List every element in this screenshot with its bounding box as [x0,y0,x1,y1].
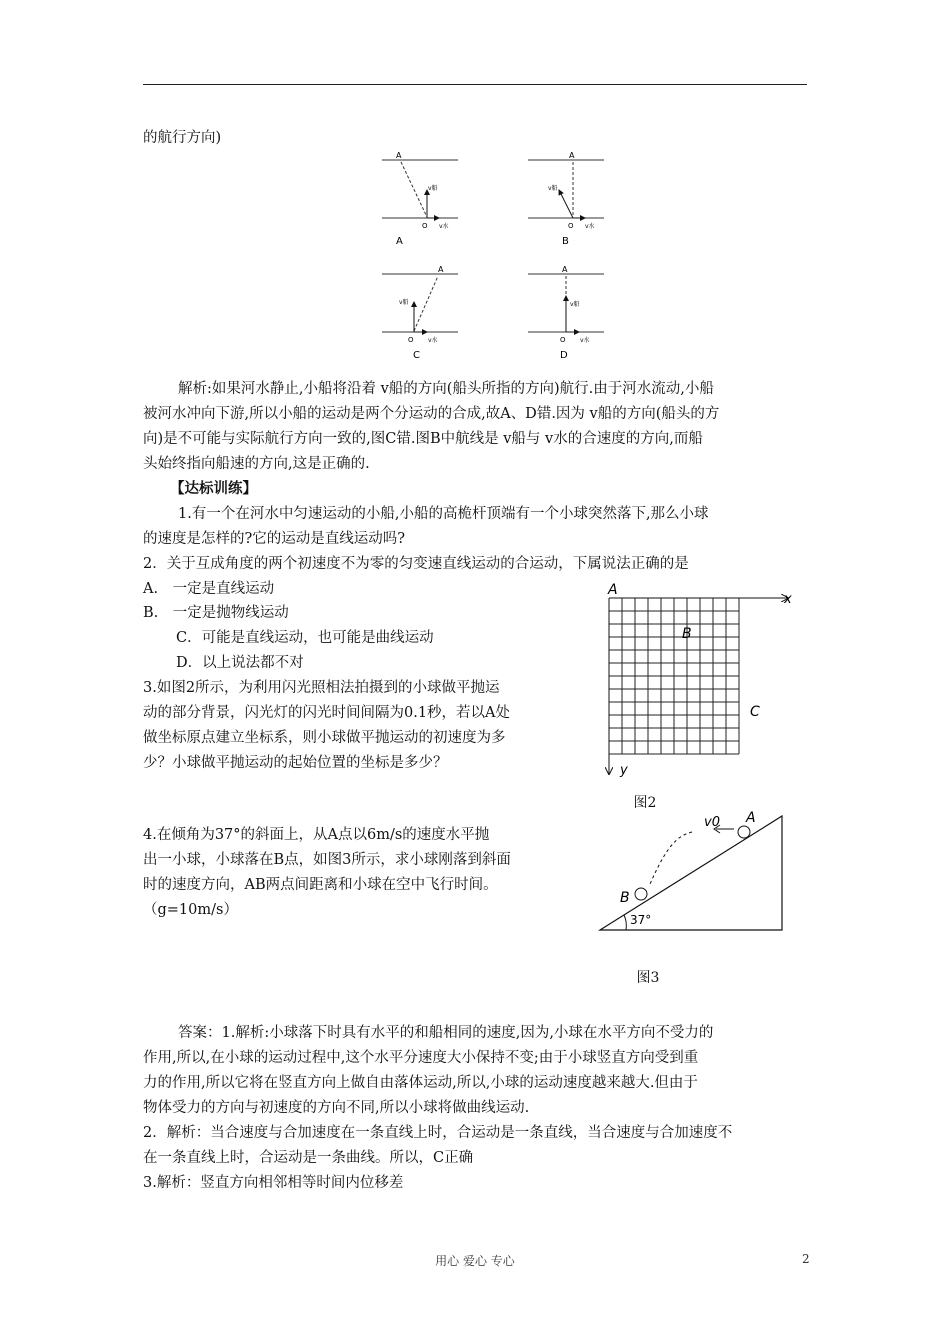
q2-stem: 2．关于互成角度的两个初速度不为零的匀变速直线运动的合运动，下属说法正确的是 [143,556,689,572]
q1-line-2: 的速度是怎样的?它的运动是直线运动吗? [143,531,406,547]
q3-line-4: 少？小球做平抛运动的起始位置的坐标是多少？ [143,755,448,771]
diagram-c [382,265,458,361]
svg-text:O: O [568,222,574,230]
diagram-b [528,151,604,247]
x-axis-label: x [784,592,792,607]
answer-line-2: 作用,所以,在小球的运动过程中,这个水平分速度大小保持不变;由于小球竖直方向受到重 [143,1050,699,1066]
header-continuation: 的航行方向) [143,130,222,146]
svg-text:A: A [562,265,568,274]
svg-text:v水: v水 [585,223,595,230]
svg-text:A: A [438,265,444,274]
q4-line-1: 4.在倾角为37°的斜面上，从A点以6m/s的速度水平抛 [143,827,490,843]
page-number: 2 [802,1252,810,1266]
analysis-line-2: 被河水冲向下游,所以小船的运动是两个分运动的合成,故A、D错.因为 v船的方向(船头的方 [143,406,720,422]
q2-option-b: B. 一定是抛物线运动 [143,605,289,621]
analysis-line-1: 解析:如果河水静止,小船将沿着 v船的方向(船头所指的方向)航行.由于河水流动,小船 [178,381,714,397]
q1-line-1: 1.有一个在河水中匀速运动的小船,小船的高桅杆顶端有一个小球突然落下,那么小球 [178,506,709,522]
point-b-label: B [620,890,630,906]
diagram-b-caption: B [562,236,569,247]
section-title: 【达标训练】 [170,481,257,497]
diagram-a [382,151,458,247]
q2-option-a: A. 一定是直线运动 [143,581,275,597]
diagram-a-caption: A [396,236,403,247]
ball-a [738,826,750,838]
q2-option-c: C．可能是直线运动，也可能是曲线运动 [176,630,434,646]
q3-line-2: 动的部分背景，闪光灯的闪光时间间隔为0.1秒，若以A处 [143,705,511,721]
answer-line-7: 3.解析：竖直方向相邻相等时间内位移差 [143,1175,404,1191]
svg-text:O: O [560,336,566,344]
q3-line-1: 3.如图2所示，为利用闪光照相法拍摄到的小球做平抛运 [143,680,500,696]
figure-2-caption: 图2 [633,795,657,811]
angle-label: 37° [630,913,652,927]
analysis-line-3: 向)是不可能与实际航行方向一致的,图C错.图B中航线是 v船与 v水的合速度的方向,而船 [143,431,703,447]
y-axis-label: y [620,763,628,778]
v0-label: v0 [704,815,720,830]
diagram-d-caption: D [560,350,568,361]
header-rule [143,84,807,85]
footer-slogan: 用心 爱心 专心 [435,1254,515,1268]
q4-line-4: （g=10m/s） [143,902,238,918]
diagram-c-caption: C [413,350,420,361]
svg-text:O: O [422,222,428,230]
answer-line-6: 在一条直线上时，合运动是一条曲线。所以，C正确 [143,1150,474,1166]
diagram-a-point-label: A [396,151,402,160]
point-a-label: A [746,810,756,826]
svg-text:v船: v船 [428,185,438,192]
point-a-label: A [608,582,618,598]
svg-text:v水: v水 [580,337,590,344]
svg-text:v船: v船 [399,299,409,306]
diagram-d [528,265,604,361]
svg-text:v水: v水 [439,223,449,230]
ball-b [635,888,647,900]
svg-text:v水: v水 [428,337,438,344]
svg-text:O: O [408,336,414,344]
svg-text:v船: v船 [548,185,558,192]
figure-3-incline [596,808,796,938]
q3-line-3: 做坐标原点建立坐标系，则小球做平抛运动的初速度为多 [143,730,506,746]
q4-line-3: 时的速度方向，AB两点间距离和小球在空中飞行时间。 [143,877,498,893]
river-diagrams [370,146,620,366]
analysis-line-4: 头始终指向船速的方向,这是正确的. [143,456,370,472]
answer-line-5: 2．解析：当合速度与合加速度在一条直线上时，合运动是一条直线，当合速度与合加速度不 [143,1125,733,1141]
svg-text:A: A [569,151,575,160]
answer-line-1: 答案：1.解析:小球落下时具有水平的和船相同的速度,因为,小球在水平方向不受力的 [178,1025,714,1041]
q2-option-d: D．以上说法都不对 [176,655,304,671]
point-c-label: C [750,704,760,720]
answer-line-3: 力的作用,所以它将在竖直方向上做自由落体运动,所以,小球的运动速度越来越大.但由于 [143,1075,698,1091]
svg-text:v船: v船 [570,301,580,308]
q4-line-2: 出一小球，小球落在B点，如图3所示，求小球刚落到斜面 [143,852,511,868]
point-b-label: B [682,626,692,642]
figure-3-caption: 图3 [636,970,660,986]
figure-2-grid [596,578,796,778]
answer-line-4: 物体受力的方向与初速度的方向不同,所以小球将做曲线运动. [143,1100,530,1116]
